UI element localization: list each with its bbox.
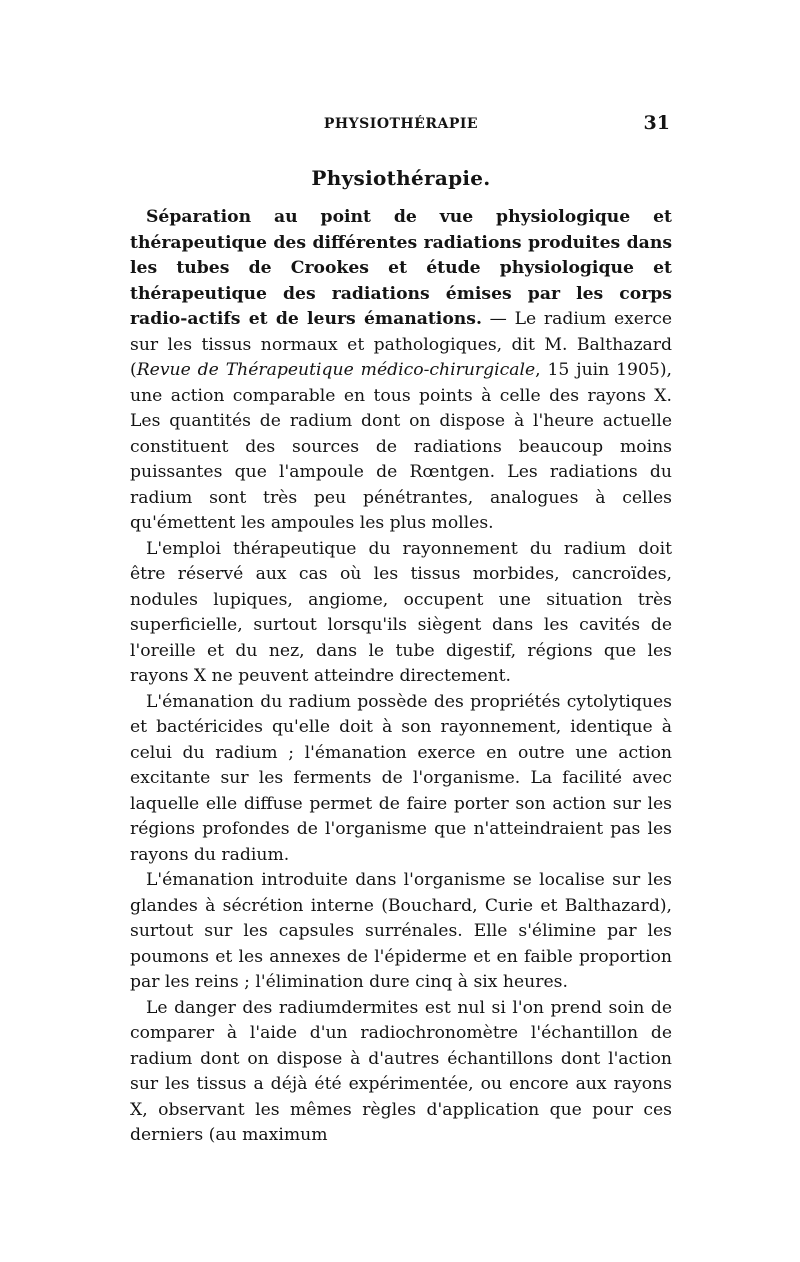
body-text: [130, 205, 672, 1149]
running-header: [130, 112, 672, 138]
paragraph-5: Le danger des radiumdermites est nul si l'on prend soin de comparer à l'aide d'un radiochronomètre l'échantillon de radium dont on dispose à d'autres échantillons dont l'action sur les tissus a déjà été expérimentée, ou encore aux rayons X, observant les mêmes règles d'application que pour ces derniers (au maximum: [130, 997, 672, 1145]
paragraph-1: [130, 205, 672, 537]
page-number: 31: [643, 112, 670, 134]
paragraph-text: , 15 juin 1905), une action comparable en tous points à celle des rayons X. Les quantités de radium dont on dispose à l'heure actuelle constituent des sources de radiations beaucoup moins puissantes que l'ampoule de Rœntgen. Les radiations du radium sont très peu pénétrantes, analogues à celles qu'émettent les ampoules les plus molles.: [130, 360, 672, 533]
paragraph-3: L'émanation du radium possède des propriétés cytolytiques et bactéricides qu'elle doit à son rayonnement, identique à celui du radium ; l'émanation exerce en outre une action excitante sur les ferments de l'organisme. La facilité avec laquelle elle diffuse permet de faire porter son action sur les régions profondes de l'organisme que n'atteindraient pas les rayons du radium.: [130, 691, 672, 865]
paragraph-4: L'émanation introduite dans l'organisme se localise sur les glandes à sécrétion interne (Bouchard, Curie et Balthazard), surtout sur les capsules surrénales. Elle s'élimine par les poumons et les annexes de l'épiderme et en faible proportion par les reins ; l'élimination dure cinq à six heures.: [130, 870, 672, 992]
paragraph-2: L'emploi thérapeutique du rayonnement du radium doit être réservé aux cas où les tissus morbides, cancroïdes, nodules lupiques, angiome, occupent une situation très superficielle, surtout lorsqu'ils siègent dans les cavités de l'oreille et du nez, dans le tube digestif, régions que les rayons X ne peuvent atteindre directement.: [130, 538, 672, 686]
paragraph-lead: Séparation au point de vue physiologique et thérapeutique des différentes radiations produites dans les tubes de Crookes et étude physiologique et thérapeutique des radiations émises par les corps radio-actifs et de leurs émanations.: [130, 207, 672, 329]
article-title: Physiothérapie.: [311, 166, 491, 190]
journal-citation: Revue de Thérapeutique médico-chirurgicale: [136, 360, 536, 380]
paragraph-text: — Le radium exerce sur les tissus normaux et pathologiques, dit M. Balthazard (: [130, 309, 672, 380]
running-title: PHYSIOTHÉRAPIE: [323, 116, 479, 132]
